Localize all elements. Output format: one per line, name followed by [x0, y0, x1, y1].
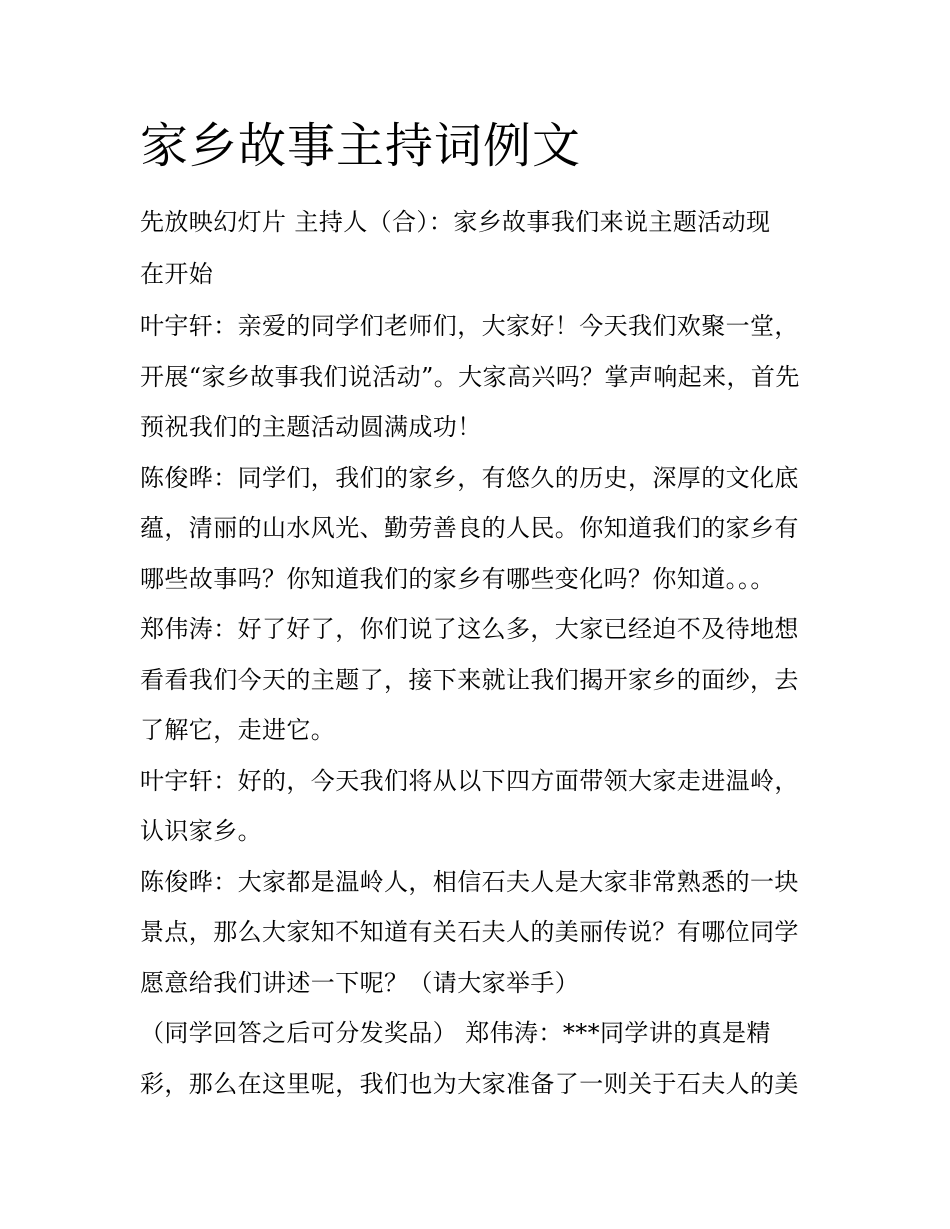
body-line: （同学回答之后可分发奖品） 郑伟涛：***同学讲的真是精	[140, 1019, 771, 1047]
body-line: 郑伟涛：好了好了，你们说了这么多，大家已经迫不及待地想	[140, 615, 799, 643]
body-line: 先放映幻灯片 主持人（合）：家乡故事我们来说主题活动现	[140, 208, 771, 236]
body-line: 景点，那么大家知不知道有关石夫人的美丽传说？有哪位同学	[140, 918, 799, 946]
body-line: 陈俊晔：大家都是温岭人，相信石夫人是大家非常熟悉的一块	[140, 868, 799, 896]
body-line: 看看我们今天的主题了，接下来就让我们揭开家乡的面纱，去	[140, 666, 799, 694]
document-title: 家乡故事主持词例文	[140, 118, 582, 174]
body-line: 愿意给我们讲述一下呢？（请大家举手）	[140, 969, 580, 997]
body-line: 开展“家乡故事我们说活动”。大家高兴吗？掌声响起来，首先	[140, 363, 800, 391]
body-line: 叶宇轩：好的，今天我们将从以下四方面带领大家走进温岭，	[140, 767, 799, 795]
body-line: 哪些故事吗？你知道我们的家乡有哪些变化吗？你知道。。。	[140, 565, 775, 593]
body-line: 陈俊晔：同学们，我们的家乡，有悠久的历史，深厚的文化底	[140, 464, 799, 492]
body-line: 认识家乡。	[140, 817, 262, 845]
body-line: 在开始	[140, 260, 214, 288]
body-line: 彩，那么在这里呢，我们也为大家准备了一则关于石夫人的美	[140, 1070, 799, 1098]
body-line: 预祝我们的主题活动圆满成功！	[140, 413, 482, 441]
body-line: 蕴，清丽的山水风光、勤劳善良的人民。你知道我们的家乡有	[140, 514, 799, 542]
body-line: 了解它，走进它。	[140, 716, 336, 744]
body-line: 叶宇轩：亲爱的同学们老师们，大家好！今天我们欢聚一堂，	[140, 312, 799, 340]
